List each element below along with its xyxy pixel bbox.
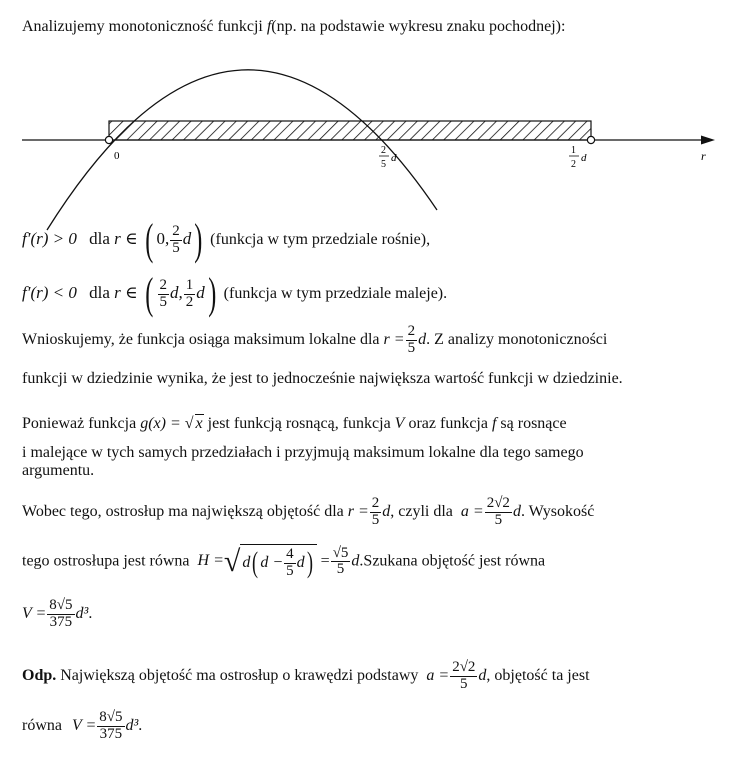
cond1-in: ∈ [125,228,138,248]
cond1-comment: (funkcja w tym przedziale rośnie), [210,230,431,248]
answer1-a-eq: a = [426,666,450,684]
point-half-d [587,136,594,143]
svg-text:2: 2 [571,159,576,170]
answer1-d: d [478,666,487,684]
because1-b: jest funkcją rosnącą, funkcja [207,415,391,432]
conclusion-line-1 [22,324,607,357]
cond2-mid: d, [170,282,183,302]
label-zero: 0 [114,150,120,162]
intro-paren: (np. na podstawie wykresu znaku pochodnej): [271,18,566,35]
answer2-a: równa [22,716,62,734]
cond2-dla: dla [89,282,110,302]
because-line-3: argumentu. [22,462,95,479]
cond1-a: 0, [156,228,170,248]
answer1-b: , objętość ta jest [486,666,590,684]
answer1-fraction: $\frac{2√2}{5}$ [452,659,476,692]
answer-line-1 [22,660,590,693]
axis-arrow [701,136,715,145]
thus1-a-eq: a = [460,502,484,520]
cond1-dla: dla [89,228,110,248]
svg-text:5: 5 [381,159,386,170]
answer2-fraction: $\frac{8√5}{375}$ [99,709,123,742]
volume-d3: d³ [75,604,89,622]
because1-f: f [491,415,497,432]
intro-line [22,18,565,36]
intro-text: Analizujemy monotoniczność funkcji [22,18,263,35]
conclusion1-text: Wnioskujemy, że funkcja osiąga maksimum lokalne dla [22,330,380,348]
conclusion1-r: r = [383,330,405,348]
cond2-fraction1: $\frac{2}{5}$ [159,276,168,310]
hatched-interval [109,121,591,140]
cond1-fraction: $\frac{2}{5}$ [172,222,180,256]
derivative-parabola [47,70,437,230]
thus1-r: r = [347,502,369,520]
because-line-1: Ponieważ funkcja g(x) = √ x jest funkcją rosnącą, funkcja V oraz funkcja f są rosnące [22,415,567,432]
cond1-r: r [114,228,121,248]
because1-a: Ponieważ funkcja [22,415,137,432]
thus-line-2: tego ostrosłupa jest równa H =√ d( d − $\frac{4}{5}$ d) = $\frac{√5}{5}$ d.Szukana objętość jest równa [22,544,546,580]
condition-increasing: f′(r) > 0 dla r ∈ ( 0, $\frac{2}{5}$ d) (funkcja w tym przedziale rośnie), [22,215,431,264]
thus1-a: Wobec tego, ostrosłup ma największą objętość dla [22,502,344,520]
thus-line-1 [22,496,594,529]
thus2-d2: d [351,552,360,570]
answer-line-2 [22,710,142,743]
label-one-half-d [569,145,587,170]
because1-sqrt: x [195,415,203,432]
cond2-in: ∈ [125,282,138,302]
volume-V: V = [22,604,47,622]
label-r: r [701,149,706,163]
svg-text:1: 1 [571,145,576,156]
answer1-a: Największą objętość ma ostrosłup o krawędzi podstawy [60,666,419,684]
thus1-fraction: $\frac{2}{5}$ [371,495,380,528]
thus1-d: d [382,502,391,520]
conclusion1-fraction: $\frac{2}{5}$ [407,323,416,356]
condition-decreasing: f′(r) < 0 dla r ∈ ( $\frac{2}{5}$ d, $\frac{1}{2}$ d) (funkcja w tym przedziale maleje). [22,269,448,318]
volume-dot: . [88,604,93,622]
conclusion1-d: d [418,330,427,348]
conclusion-line-2: funkcji w dziedzinie wynika, że jest to jednocześnie największa wartość funkcji w dziedzinie. [22,370,623,387]
answer-label: Odp. [22,666,57,684]
thus2-a: tego ostrosłupa jest równa [22,552,190,570]
cond2-d: d [196,282,205,302]
thus1-fraction2: $\frac{2√2}{5}$ [486,495,510,528]
because1-V: V [394,415,405,432]
because1-g: g(x) = [140,415,185,432]
svg-text:2: 2 [381,145,386,156]
label-two-fifths-d [379,145,397,170]
because1-d: są rosnące [500,415,567,432]
answer2-d3: d³ [125,716,139,734]
answer2-dot: . [138,716,143,734]
because1-c: oraz funkcja [408,415,488,432]
thus2-b: .Szukana objętość jest równa [359,552,546,570]
cond2-comment: (funkcja w tym przedziale maleje). [223,284,448,302]
volume-line [22,598,92,631]
cond1-lhs: f′(r) > 0 [22,228,77,248]
cond2-lhs: f′(r) < 0 [22,282,77,302]
thus2-eq: = [320,552,330,570]
thus1-b: , czyli dla [390,502,453,520]
thus1-c: . Wysokość [520,502,595,520]
answer2-V: V = [71,716,97,734]
svg-text:d: d [391,152,397,164]
intro-f: f [266,18,272,35]
thus1-d2: d [512,502,521,520]
because-line-2: i malejące w tych samych przedziałach i przyjmują maksimum lokalne dla tego samego [22,444,584,461]
cond1-d: d [182,228,192,248]
cond2-r: r [114,282,121,302]
thus2-fraction2: $\frac{√5}{5}$ [332,544,349,578]
point-zero [105,136,112,143]
thus2-H: H = [197,552,224,570]
cond2-fraction2: $\frac{1}{2}$ [185,276,194,310]
volume-fraction: $\frac{8√5}{375}$ [49,597,73,630]
svg-text:d: d [581,152,587,164]
conclusion1-rest: . Z analizy monotoniczności [426,330,608,348]
thus2-radicand: d( d − $\frac{4}{5}$ d) [240,544,316,580]
